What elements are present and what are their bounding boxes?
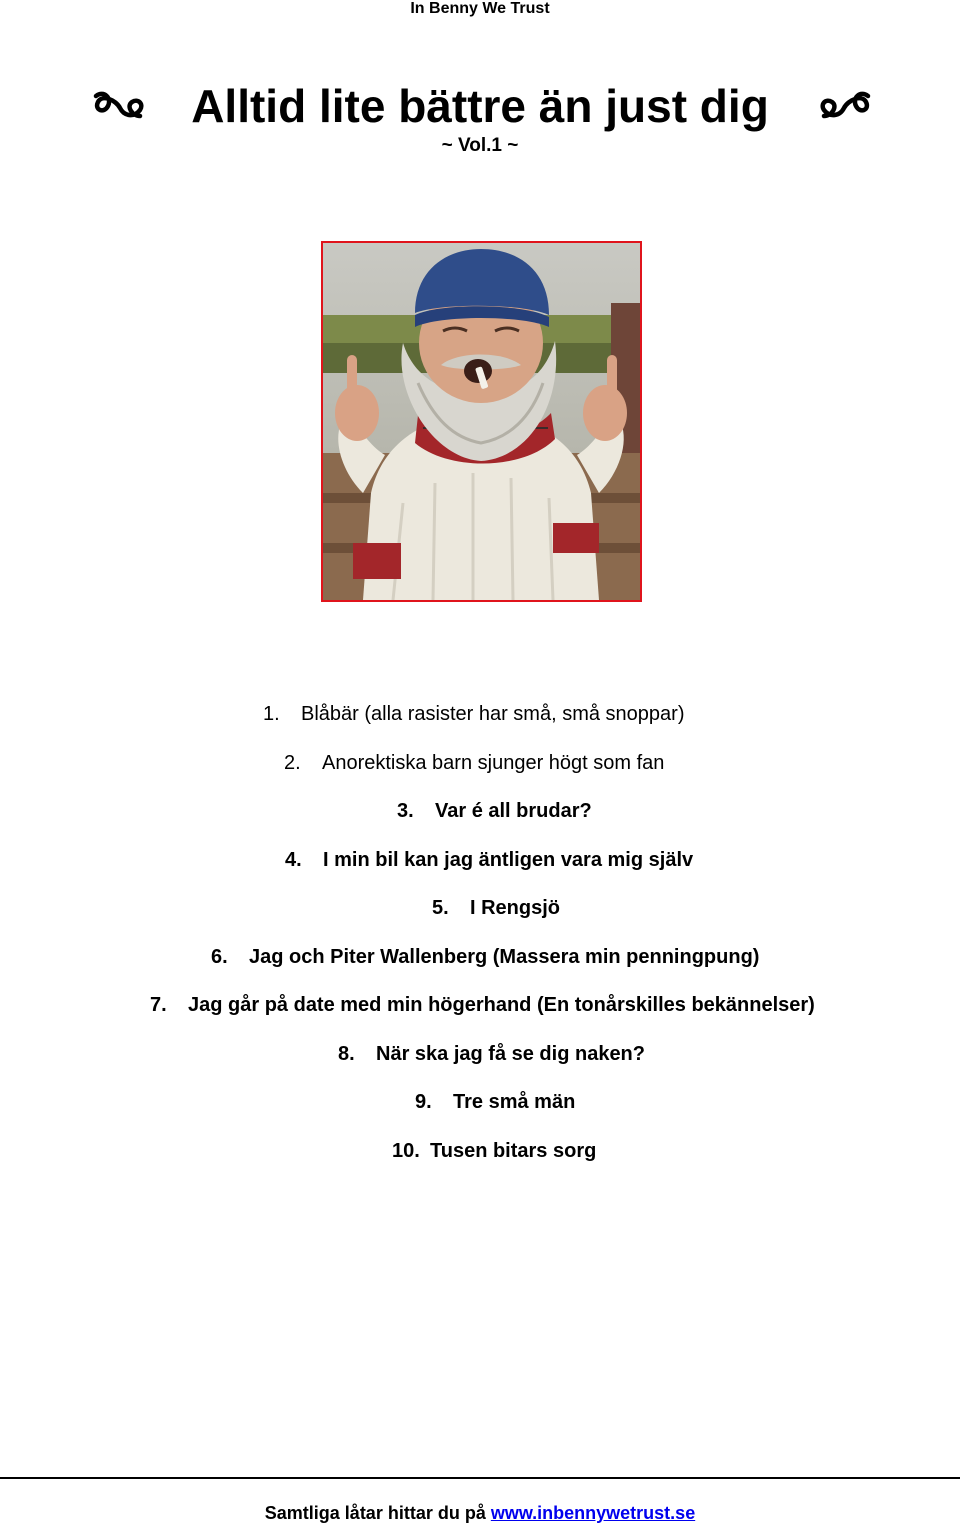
track-title: Tusen bitars sorg <box>430 1140 597 1162</box>
track-title: När ska jag få se dig naken? <box>376 1043 645 1065</box>
track-title: I min bil kan jag äntligen vara mig själv <box>323 849 694 871</box>
ornament-swirl-right-icon <box>818 88 874 124</box>
track-item <box>284 749 664 777</box>
title-row <box>0 78 960 134</box>
track-number: 1. <box>263 703 280 725</box>
album-subtitle: ~ Vol.1 ~ <box>441 135 519 156</box>
track-number: 10. <box>392 1140 420 1162</box>
track-number: 3. <box>397 800 414 822</box>
track-number: 5. <box>432 897 449 919</box>
track-title: Jag går på date med min högerhand (En tonårskilles bekännelser) <box>188 994 815 1016</box>
track-number: 2. <box>284 752 301 774</box>
track-item <box>211 943 759 971</box>
track-title: Anorektiska barn sjunger högt som fan <box>322 752 665 774</box>
track-number: 9. <box>415 1091 432 1113</box>
track-item <box>415 1088 575 1116</box>
footer-divider <box>0 1477 960 1479</box>
track-title: Blåbär (alla rasister har små, små snoppar) <box>301 703 685 725</box>
bearded-man-photo-icon <box>323 243 640 600</box>
track-title: I Rengsjö <box>470 897 561 919</box>
track-item <box>285 846 693 874</box>
website-link[interactable]: www.inbennywetrust.se <box>490 1503 696 1523</box>
track-number: 4. <box>285 849 302 871</box>
track-number: 6. <box>211 946 228 968</box>
track-item <box>432 894 560 922</box>
footer-text: Samtliga låtar hittar du på <box>264 1503 491 1523</box>
cover-photo <box>321 241 642 602</box>
track-item <box>150 991 815 1019</box>
track-item <box>392 1137 596 1165</box>
track-number: 8. <box>338 1043 355 1065</box>
track-item <box>397 797 592 825</box>
track-item <box>338 1040 645 1068</box>
track-number: 7. <box>150 994 167 1016</box>
album-title: Alltid lite bättre än just dig <box>191 80 769 132</box>
track-title: Tre små män <box>453 1091 576 1113</box>
track-title: Var é all brudar? <box>435 800 592 822</box>
track-item <box>263 700 684 728</box>
track-title: Jag och Piter Wallenberg (Massera min penningpung) <box>249 946 760 968</box>
footer <box>0 1502 960 1524</box>
running-header: In Benny We Trust <box>410 0 550 17</box>
